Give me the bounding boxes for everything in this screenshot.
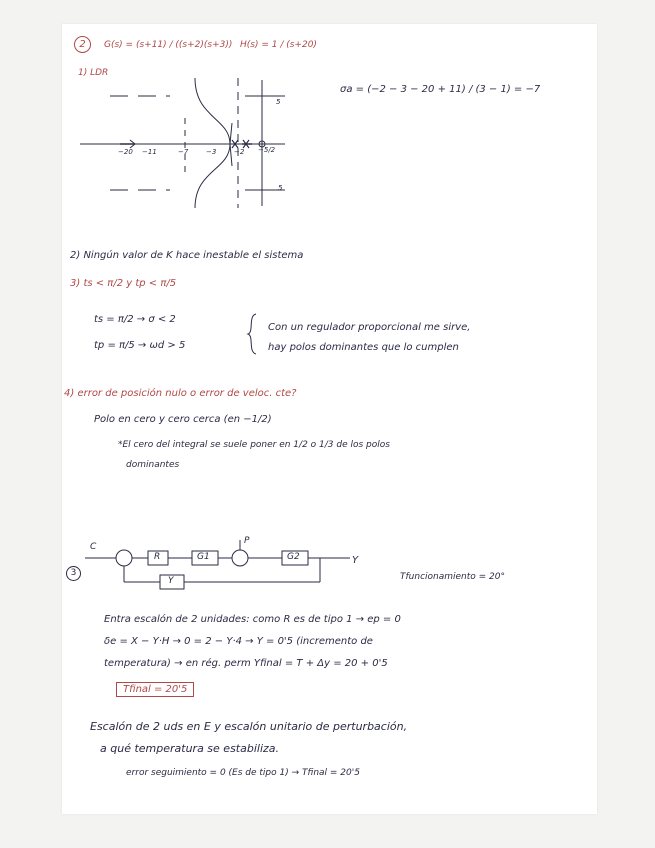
locus-arrow-up [230, 123, 232, 144]
disturbance-label: P [244, 536, 250, 546]
brace [246, 314, 258, 354]
note-line-1: Con un regulador proporcional me sirve, [268, 322, 471, 333]
tick-minus-11: −11 [142, 148, 157, 156]
block-diagram [80, 540, 380, 600]
section-2-text: 2) Ningún valor de K hace inestable el sistema [70, 250, 304, 261]
tick-minus-5-2: −5/2 [258, 146, 276, 154]
ts-line: ts = π/2 → σ < 2 [94, 314, 176, 325]
sum-junction-2 [232, 550, 248, 566]
input-label: C [90, 542, 97, 552]
tp-line: tp = π/5 → ωd > 5 [94, 340, 186, 351]
sum-junction-1 [116, 550, 132, 566]
problem-number-3: 3 [66, 566, 81, 581]
t-funcionamiento: Tfuncionamiento = 20° [400, 572, 506, 582]
locus-branch [195, 78, 230, 208]
section-5-line-4: Escalón de 2 uds en E y escalón unitario de perturbación, [90, 720, 408, 733]
tick-minus-7: −7 [178, 148, 189, 156]
imag-tick-lower: 5 [278, 184, 283, 192]
transfer-function-g: G(s) = (s+11) / ((s+2)(s+3)) [104, 40, 233, 50]
boxed-result: Tfinal = 20'5 [116, 682, 194, 697]
section-4-line-1: Polo en cero y cero cerca (en −1/2) [94, 414, 272, 425]
section-5-line-6: error seguimiento = 0 (Es de tipo 1) → Tfinal = 20'5 [126, 768, 360, 778]
section-5-line-2: δe = X − Y·H → 0 = 2 − Y·4 → Y = 0'5 (incremento de [104, 636, 373, 647]
root-locus-diagram [80, 78, 300, 208]
section-3-text: 3) ts < π/2 y tp < π/5 [70, 278, 177, 289]
tick-minus-20: −20 [118, 148, 133, 156]
output-label: Y [352, 555, 359, 566]
tick-minus-2: −2 [234, 148, 245, 156]
transfer-function-h: H(s) = 1 / (s+20) [240, 40, 317, 50]
section-5-line-1: Entra escalón de 2 unidades: como R es de tipo 1 → ep = 0 [104, 614, 401, 625]
imag-tick-upper: 5 [276, 98, 281, 106]
section-4-line-2: *El cero del integral se suele poner en 1/2 o 1/3 de los polos [118, 440, 390, 450]
locus-arrow-down [230, 144, 232, 166]
block-r-label: R [154, 552, 161, 562]
sigma-formula: σa = (−2 − 3 − 20 + 11) / (3 − 1) = −7 [340, 84, 541, 95]
problem-number-2: 2 [74, 36, 91, 53]
block-g2-label: G2 [287, 552, 300, 562]
section-5-line-3: temperatura) → en rég. perm Yfinal = T + Δy = 20 + 0'5 [104, 658, 388, 669]
block-g1-label: G1 [197, 552, 210, 562]
section-5-line-5: a qué temperatura se estabiliza. [100, 742, 280, 755]
feedback-label: Y [168, 576, 174, 586]
section-4-line-3: dominantes [126, 460, 180, 470]
note-line-2: hay polos dominantes que lo cumplen [268, 342, 459, 353]
section-1-label: 1) LDR [78, 68, 109, 78]
section-4-text: 4) error de posición nulo o error de veloc. cte? [64, 388, 297, 399]
tick-minus-3: −3 [206, 148, 217, 156]
